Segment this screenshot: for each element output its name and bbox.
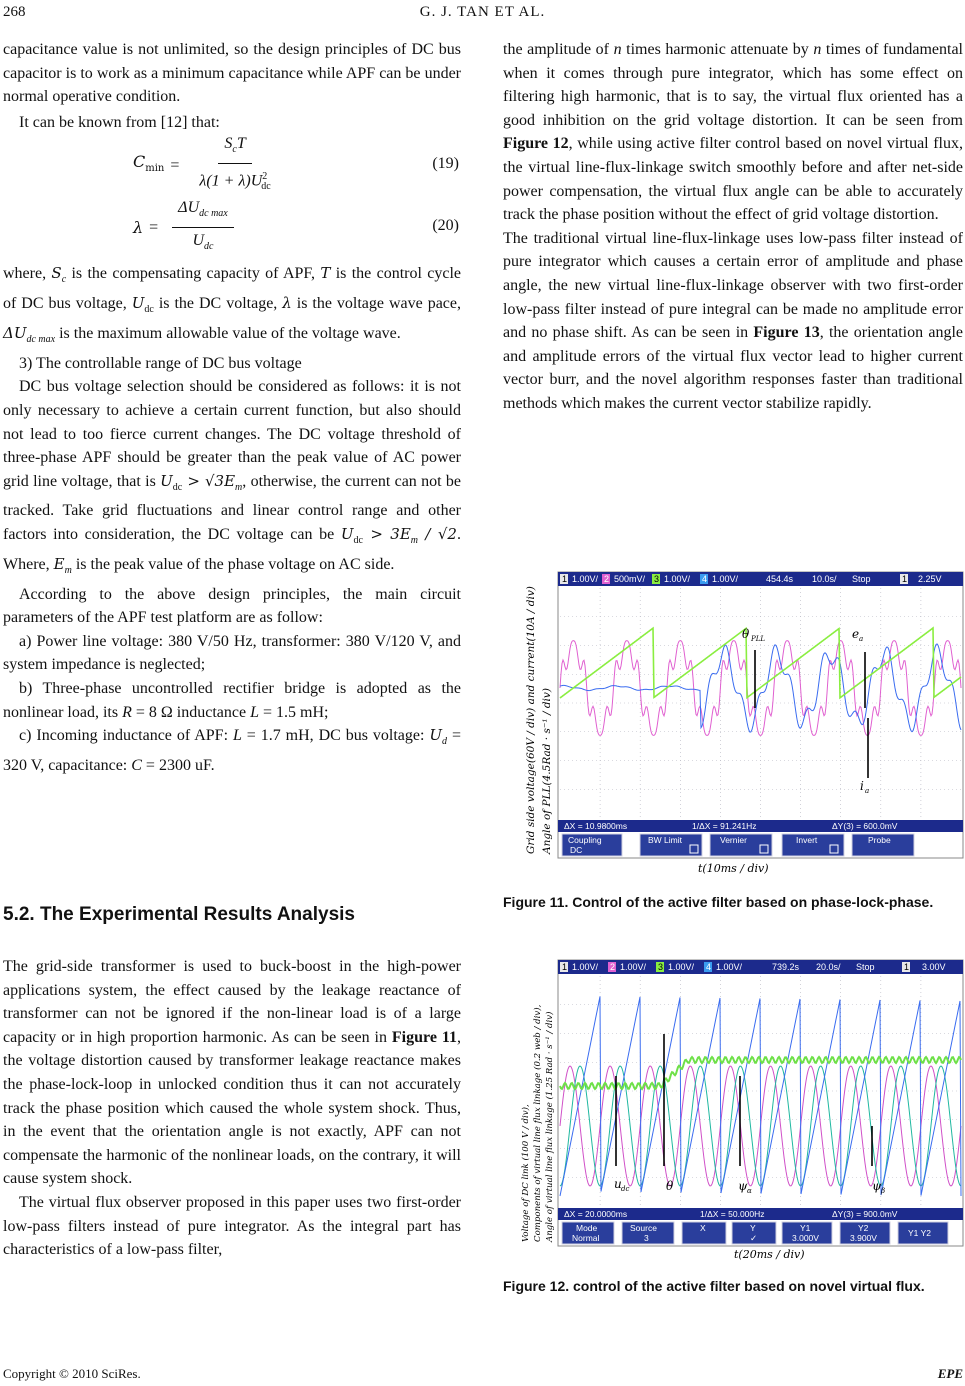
svg-text:3.000V: 3.000V [792,1233,819,1243]
svg-text:Mode: Mode [576,1223,598,1233]
svg-text:Y1: Y1 [800,1223,811,1233]
svg-text:Voltage of DC link (100 V / di: Voltage of DC link (100 V / div), [521,1104,531,1242]
svg-text:θ: θ [742,627,750,641]
svg-text:1: 1 [562,962,568,972]
subheading: 3) The controllable range of DC bus voltage [19,354,302,372]
paragraph: It can be known from [12] that: [19,113,220,131]
svg-text:Angle of PLL(4.5Rad · s⁻¹ / di: Angle of PLL(4.5Rad · s⁻¹ / div) [541,688,553,854]
svg-text:BW Limit: BW Limit [648,835,682,845]
figure-12-readout [564,1209,898,1219]
svg-text:Coupling: Coupling [568,835,602,845]
paragraph: b) Three-phase uncontrolled rectifier bridge is adopted as the nonlinear load, its R = 8 Ω inductance L = 1.5 mH; [3,680,461,721]
equation-number: (20) [432,217,459,235]
svg-text:2: 2 [604,574,610,584]
svg-text:20.0s/: 20.0s/ [816,962,841,972]
footer [3,1366,963,1382]
svg-text:dc: dc [621,1185,630,1193]
figure-11-caption: Figure 11. Control of the active filter based on phase-lock-phase. [503,894,934,910]
svg-text:DC: DC [570,845,583,855]
svg-text:3.00V: 3.00V [922,962,946,972]
paragraph: a) Power line voltage: 380 V/50 Hz, transformer: 380 V/120 V, and system impedance is neglected; [3,632,461,674]
svg-text:α: α [747,1187,752,1195]
svg-text:Probe: Probe [868,835,891,845]
figure-12-x-label: t(20ms / div) [734,1248,805,1261]
svg-text:a: a [865,787,870,795]
svg-text:Y2: Y2 [858,1223,869,1233]
svg-text:10.0s/: 10.0s/ [812,574,837,584]
svg-text:1.00V/: 1.00V/ [572,962,599,972]
running-authors: G. J. TAN ET AL. [419,4,546,20]
svg-text:ΔY(3) = 600.0mV: ΔY(3) = 600.0mV [832,821,898,831]
svg-text:3: 3 [644,1233,649,1243]
equation-19: $C_{min}$ = $\frac{S_cT}{\lambda(1 + \lambda)U^2_{dc}}$ (19) [3,134,461,196]
paragraph: the amplitude of n times harmonic attenuate by n times of fundamental when it comes through pure integrator, which has some effect on filtering high harmonic, that is to say, the virtual flux oriented has a good inhibition on the grid voltage distortion. It can be seen from Figure 12, while using active filter control based on novel virtual flux, the virtual line-flux-linkage switch smoothly before and after net-side power compensation, the virtual flux angle can be able to accurately track the phase position without the effect of grid voltage distortion. [503,41,964,224]
right-column [503,38,963,416]
svg-text:500mV/: 500mV/ [614,574,646,584]
svg-text:1: 1 [562,574,568,584]
figure-11-x-label: t(10ms / div) [698,862,769,875]
paragraph: The virtual flux observer proposed in this paper uses two first-order low-pass filters instead of pure integrator. As the integral part has characteristics of a low-pass filter, [3,1193,461,1259]
svg-text:ΔY(3) = 900.0mV: ΔY(3) = 900.0mV [832,1209,898,1219]
journal-name: EPE [937,1366,963,1381]
figure-11 [510,568,965,878]
svg-text:β: β [881,1187,886,1195]
svg-text:1/ΔX = 91.241Hz: 1/ΔX = 91.241Hz [692,821,757,831]
svg-text:PLL: PLL [751,635,766,643]
svg-text:Stop: Stop [856,962,875,972]
copyright: Copyright © 2010 SciRes. [3,1366,141,1381]
svg-text:739.2s: 739.2s [772,962,800,972]
svg-text:Vernier: Vernier [720,835,747,845]
svg-text:Invert: Invert [796,835,818,845]
svg-text:4: 4 [702,574,708,584]
svg-text:Angle of virtual line flux lin: Angle of virtual line flux linkage (1.25 Rad · s⁻¹ / div) [545,1011,555,1242]
page-number: 268 [3,4,26,20]
svg-text:u: u [614,1177,622,1191]
svg-text:ΔX = 20.0000ms: ΔX = 20.0000ms [564,1209,628,1219]
running-header [0,4,965,26]
svg-text:3: 3 [658,962,664,972]
svg-text:Grid side voltage(60V / div) a: Grid side voltage(60V / div) and current(10A / div) [525,586,537,854]
svg-text:Stop: Stop [852,574,871,584]
figure-11-softkeys [562,834,914,856]
svg-text:X: X [700,1223,706,1233]
svg-text:3.900V: 3.900V [850,1233,877,1243]
svg-text:454.4s: 454.4s [766,574,794,584]
paragraph: capacitance value is not unlimited, so the design principles of DC bus capacitor is to work as a minimum capacitance while APF can be under normal operative condition. [3,41,461,106]
paragraph: where, $S_c$ is the compensating capacity of APF, T is the control cycle of DC bus voltage, $U_{dc}$ is the DC voltage, λ is the voltage wave pace, $\Delta U_{dc max}$ is the maximum allowable value of the voltage wave. [3,264,462,346]
svg-text:ΔX = 10.9800ms: ΔX = 10.9800ms [564,821,628,831]
svg-text:1.00V/: 1.00V/ [712,574,739,584]
figure-11-y-labels [525,586,553,855]
svg-text:ψ: ψ [872,1179,882,1193]
svg-text:Normal: Normal [572,1233,600,1243]
svg-text:1.00V/: 1.00V/ [620,962,647,972]
svg-text:4: 4 [706,962,712,972]
svg-text:1.00V/: 1.00V/ [572,574,599,584]
left-column-lower [3,955,461,1262]
left-column [3,38,461,778]
paragraph: The grid-side transformer is used to buck-boost in the high-power applications system, the effect caused by the leakage reactance of transformer can not be ignored if the non-linear load is of a large capacity or in high proportion harmonic. As can be seen in Figure 11, the voltage distortion caused by transformer leakage reactance makes the phase-lock-loop in unlocked condition thus it can not accurately track the phase position which caused the whole system shock. Thus, in the event that the orientation angle is not exactly, APF can not compensate the harmonic of the nonlinear loads, on the contrary, it will cause system shock. [3,958,461,1188]
svg-text:Source: Source [630,1223,657,1233]
paragraph: c) Incoming inductance of APF: L = 1.7 mH, DC bus voltage: $U_d = 320$ V, capacitance: C = 2300 uF. [3,726,462,774]
svg-text:ψ: ψ [738,1179,748,1193]
paragraph: The traditional virtual line-flux-linkage uses low-pass filter instead of pure integrator which causes a certain error of amplitude and phase angle, the new virtual line-flux-linkage observer with two first-order low-pass filter instead of pure integral can be made no amplitude error and no phase shift. As can be seen in Figure 13, the orientation angle and amplitude errors of the virtual flux vector lead to higher current vector burr, and the novel algorithm responses faster than traditional methods which makes the current vector stabilize rapidly. [503,229,963,412]
figure-12 [510,956,965,1264]
svg-text:a: a [859,635,864,643]
svg-text:1: 1 [902,574,908,584]
svg-text:1: 1 [904,962,910,972]
paragraph: DC bus voltage selection should be considered as follows: it is not only necessary to achieve a certain current function, but also should not lead to too fierce current changes. The DC voltage threshold of three-phase APF should be greater than the peak value of AC power grid line voltage, that is $U_{dc} > √3E_m$, otherwise, the current can not be tracked. Take grid fluctuations and linear control range and other factors into consideration, the DC voltage can be $U_{dc} > 3E_m / √2$. Where, $E_m$ is the peak value of the phase voltage on AC side. [3,378,461,577]
equation-number: (19) [432,155,459,173]
svg-text:3: 3 [654,574,660,584]
figure-12-y-labels [520,1004,555,1243]
paragraph: According to the above design principles, the main circuit parameters of the APF test platform are as follow: [3,585,461,627]
equation-20: λ = $\frac{\Delta U_{dc max}}{U_{dc}}$ (20) [3,196,461,258]
svg-text:1.00V/: 1.00V/ [664,574,691,584]
svg-text:2: 2 [610,962,616,972]
figure-11-readout [564,821,898,831]
svg-text:i: i [860,779,864,793]
svg-text:✓: ✓ [750,1233,758,1243]
svg-text:e: e [852,627,860,641]
svg-text:1.00V/: 1.00V/ [716,962,743,972]
svg-text:2.25V: 2.25V [918,574,942,584]
section-heading: 5.2. The Experimental Results Analysis [3,904,355,925]
svg-text:θ: θ [666,1179,674,1193]
svg-text:1.00V/: 1.00V/ [668,962,695,972]
figure-12-caption: Figure 12. control of the active filter based on novel virtual flux. [503,1278,925,1294]
svg-text:Components of virtual line flu: Components of virtual line flux linkage (0.2 web / div), [533,1004,543,1242]
svg-text:1/ΔX = 50.000Hz: 1/ΔX = 50.000Hz [700,1209,765,1219]
svg-text:Y1 Y2: Y1 Y2 [908,1228,932,1238]
svg-text:Y: Y [750,1223,756,1233]
figure-12-oscilloscope [510,956,965,1264]
figure-11-oscilloscope [510,568,965,878]
